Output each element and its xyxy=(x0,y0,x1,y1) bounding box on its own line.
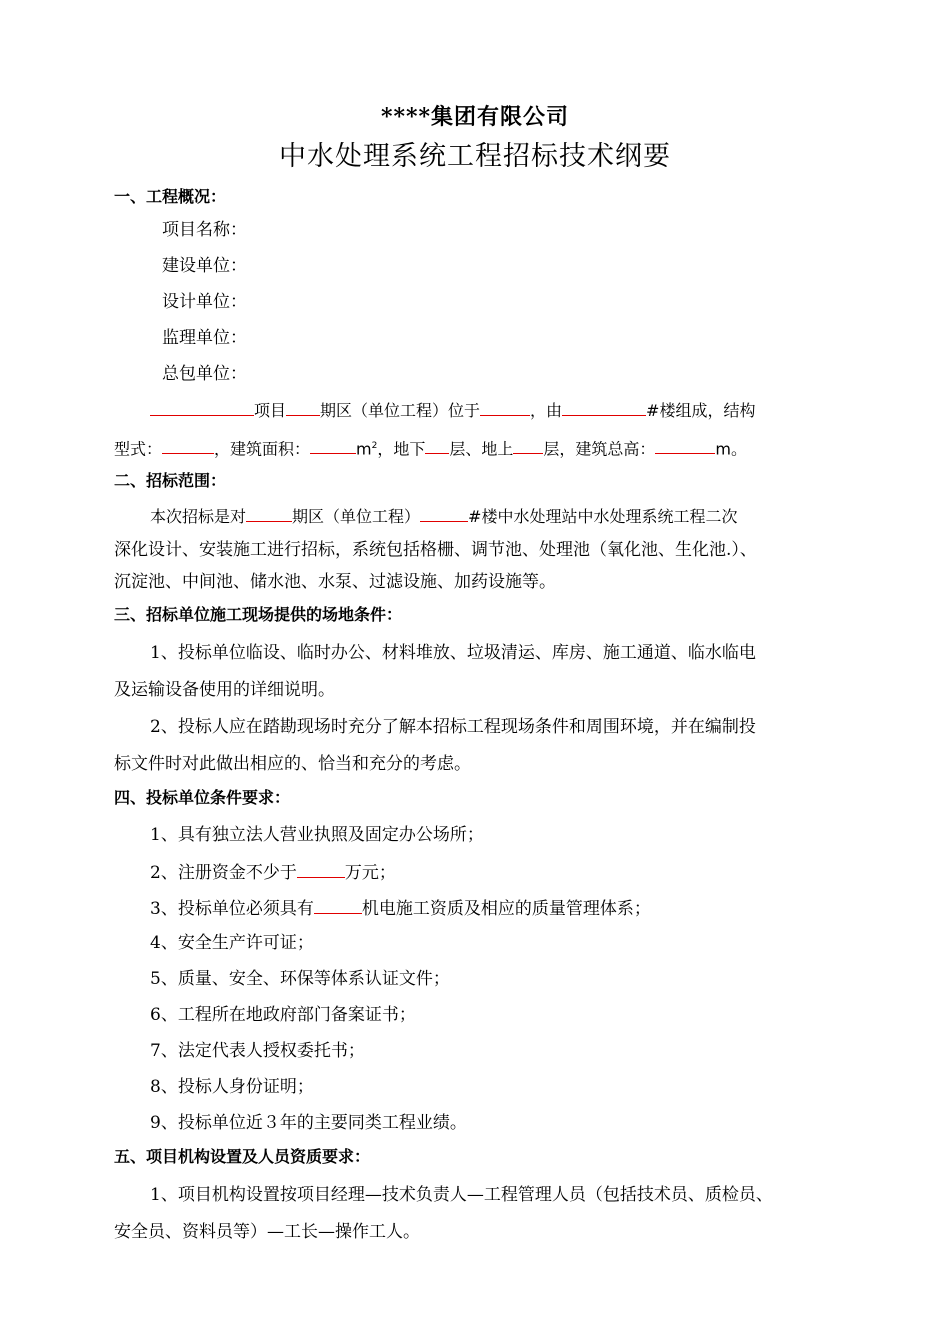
field-general-contractor: 总包单位： xyxy=(162,364,247,384)
requirement-item-5: 5、质量、安全、环保等体系认证文件； xyxy=(150,969,450,989)
section-heading-bidder-requirements: 四、投标单位条件要求： xyxy=(114,788,291,807)
requirement-item-8: 8、投标人身份证明； xyxy=(150,1077,314,1097)
blank-above-ground-floors xyxy=(513,435,543,454)
blank-scope-building xyxy=(420,503,468,522)
section-heading-organization: 五、项目机构设置及人员资质要求： xyxy=(114,1147,371,1166)
site-condition-item-1b: 及运输设备使用的详细说明。 xyxy=(114,680,335,700)
blank-structure-type xyxy=(162,435,214,454)
blank-buildings xyxy=(562,397,646,416)
blank-location xyxy=(480,397,530,416)
requirement-item-4: 4、安全生产许可证； xyxy=(150,933,314,953)
requirement-item-9: 9、投标单位近３年的主要同类工程业绩。 xyxy=(150,1113,467,1133)
requirement-item-1: 1、具有独立法人营业执照及固定办公场所； xyxy=(150,825,484,845)
field-design-unit: 设计单位： xyxy=(162,292,247,312)
organization-item-1a: 1、项目机构设置按项目经理—技术负责人—工程管理人员（包括技术员、质检员、 xyxy=(150,1185,773,1205)
site-condition-item-2a: 2、投标人应在踏勘现场时充分了解本招标工程现场条件和周围环境，并在编制投 xyxy=(150,717,756,737)
blank-floor-area xyxy=(310,435,356,454)
site-condition-item-2b: 标文件时对此做出相应的、恰当和充分的考虑。 xyxy=(114,754,471,774)
organization-item-1b: 安全员、资料员等）—工长—操作工人。 xyxy=(114,1222,420,1242)
blank-phase xyxy=(286,397,320,416)
section-heading-scope: 二、招标范围： xyxy=(114,471,227,490)
blank-total-height xyxy=(655,435,715,454)
site-condition-item-1a: 1、投标单位临设、临时办公、材料堆放、垃圾清运、库房、施工通道、临水临电 xyxy=(150,643,756,663)
requirement-item-3: 3、投标单位必须具有 机电施工资质及相应的质量管理体系； xyxy=(150,895,651,921)
scope-paragraph-line-3: 沉淀池、中间池、储水池、水泵、过滤设施、加药设施等。 xyxy=(114,572,556,592)
document-title: 中水处理系统工程招标技术纲要 xyxy=(279,141,671,172)
field-project-name: 项目名称： xyxy=(162,220,247,240)
blank-basement-floors xyxy=(425,435,449,454)
scope-paragraph-line-1: 本次招标是对 期区（单位工程） #楼中水处理站中水处理系统工程二次 xyxy=(150,503,737,529)
requirement-item-7: 7、法定代表人授权委托书； xyxy=(150,1041,365,1061)
requirement-item-6: 6、工程所在地政府部门备案证书； xyxy=(150,1005,416,1025)
blank-qualification-level xyxy=(314,895,362,914)
blank-project xyxy=(150,397,254,416)
requirement-item-2: 2、注册资金不少于 万元； xyxy=(150,859,396,885)
blank-registered-capital xyxy=(297,859,345,878)
project-description-line-2: 型式： ，建筑面积： $m^2$，地下 层、地上 层，建筑总高： m。 xyxy=(114,434,747,461)
scope-paragraph-line-2: 深化设计、安装施工进行招标，系统包括格栅、调节池、处理池（氧化池、生化池.）、 xyxy=(114,540,757,560)
blank-scope-phase xyxy=(246,503,292,522)
company-name: ****集团有限公司 xyxy=(380,104,570,130)
project-description-line-1: 项目 期区（单位工程）位于 ，由 #楼组成，结构 xyxy=(150,397,755,423)
section-heading-site-conditions: 三、招标单位施工现场提供的场地条件： xyxy=(114,605,403,624)
field-supervision-unit: 监理单位： xyxy=(162,328,247,348)
section-heading-overview: 一、工程概况： xyxy=(114,187,227,206)
field-construction-unit: 建设单位： xyxy=(162,256,247,276)
